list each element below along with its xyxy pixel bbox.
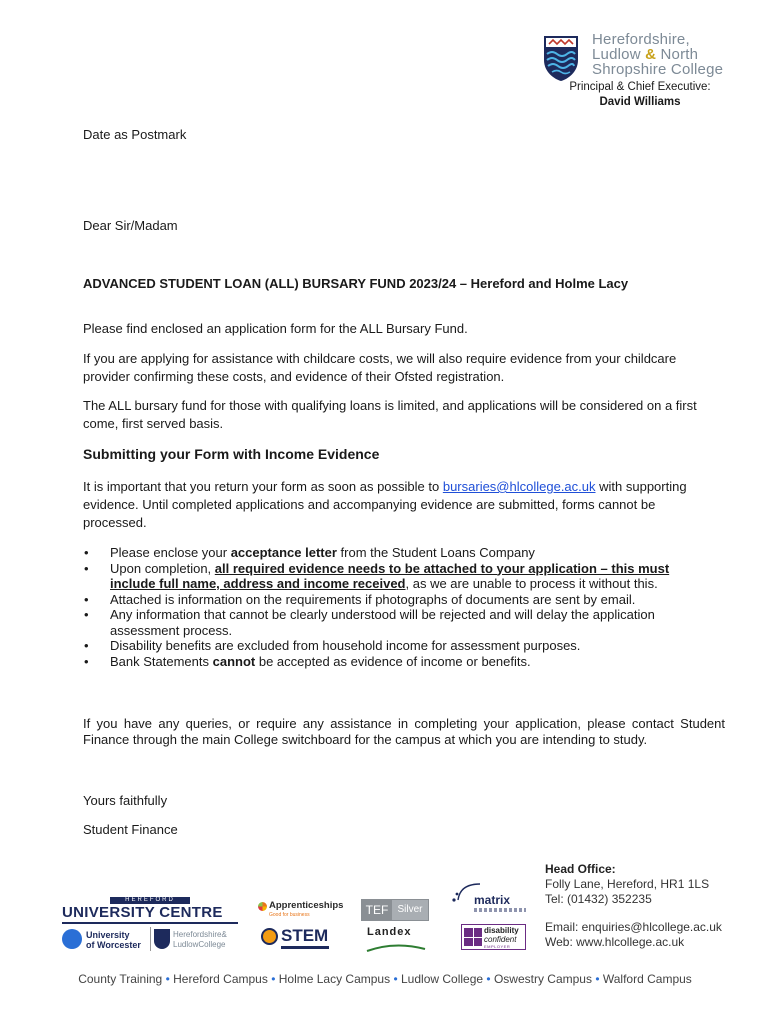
campus-item: Ludlow College bbox=[401, 972, 484, 986]
landex-swoosh-icon bbox=[365, 941, 427, 953]
list-item: • Any information that cannot be clearly understood will be rejected and will delay the application assessment process. bbox=[83, 607, 708, 638]
letter-date: Date as Postmark bbox=[83, 127, 187, 142]
uow-label: University of Worcester bbox=[86, 930, 141, 950]
head-office-tel: Tel: (01432) 352235 bbox=[545, 892, 652, 906]
globe-icon bbox=[62, 929, 82, 949]
list-item: • Upon completion, all required evidence needs to be attached to your application – this must include full name, address and income received, as we are unable to process it without this. bbox=[83, 561, 708, 592]
college-name-line1: Herefordshire, bbox=[592, 31, 690, 48]
campus-item: Hereford Campus bbox=[173, 972, 268, 986]
campus-item: Holme Lacy Campus bbox=[278, 972, 391, 986]
head-office-address: Folly Lane, Hereford, HR1 1LS bbox=[545, 877, 710, 891]
head-office-web[interactable]: Web: www.hlcollege.ac.uk bbox=[545, 935, 685, 949]
bursaries-email-link[interactable]: bursaries@hlcollege.ac.uk bbox=[442, 479, 596, 494]
acceptance-letter-emphasis: acceptance letter bbox=[230, 545, 337, 560]
signature: Student Finance bbox=[83, 822, 178, 837]
college-name-line2: Ludlow & North bbox=[592, 46, 699, 63]
closing: Yours faithfully bbox=[83, 793, 168, 808]
principal-block bbox=[540, 80, 740, 110]
cannot-emphasis: cannot bbox=[212, 653, 256, 669]
requirements-list bbox=[83, 545, 708, 669]
paragraph-1: Please find enclosed an application form for the ALL Bursary Fund. bbox=[83, 321, 468, 336]
college-name-line3: Shropshire College bbox=[592, 61, 724, 78]
paragraph-4-start: It is important that you return your form as soon as possible to bbox=[83, 479, 443, 494]
uc-title: UNIVERSITY CENTRE bbox=[62, 904, 223, 921]
campus-separator: • bbox=[486, 972, 491, 986]
head-office-title: Head Office: bbox=[545, 862, 616, 876]
evidence-requirement-emphasis: all required evidence needs to be attached to your application – this must include full name, address and income received bbox=[110, 560, 670, 591]
stem-label: STEM bbox=[281, 926, 329, 945]
disability-grid-icon bbox=[464, 928, 482, 946]
apprenticeships-icon bbox=[258, 902, 267, 911]
tef-landex-logos bbox=[361, 899, 429, 955]
ampersand: & bbox=[645, 46, 657, 63]
landex-label: Landex bbox=[367, 926, 412, 938]
matrix-label: matrix bbox=[474, 893, 511, 907]
disability-confident-badge: disability confident EMPLOYER bbox=[461, 924, 526, 950]
matrix-subtext bbox=[474, 908, 526, 912]
college-name bbox=[592, 32, 723, 77]
principal-name: David Williams bbox=[599, 96, 681, 108]
stem-underline bbox=[281, 946, 329, 949]
campus-item: County Training bbox=[78, 972, 163, 986]
campus-separator: • bbox=[595, 972, 600, 986]
tef-silver-badge: TEF Silver bbox=[361, 899, 429, 921]
campus-item: Oswestry Campus bbox=[493, 972, 592, 986]
uc-divider bbox=[62, 922, 238, 924]
apprenticeships-tagline: Good for business bbox=[269, 912, 310, 918]
university-centre-logo bbox=[62, 897, 238, 953]
matrix-disability-logos bbox=[450, 880, 530, 952]
paragraph-4-end: with supporting evidence. Until completed applications and accompanying evidence are submitted, forms cannot be processed. bbox=[83, 479, 687, 530]
head-office-email[interactable]: Email: enquiries@hlcollege.ac.uk bbox=[545, 920, 722, 934]
paragraph-3: The ALL bursary fund for those with qualifying loans is limited, and applications will be considered on a first come, first served basis. bbox=[83, 398, 697, 431]
college-crest-icon bbox=[542, 34, 580, 82]
paragraph-4 bbox=[83, 478, 693, 532]
campus-separator: • bbox=[393, 972, 398, 986]
mini-crest-icon bbox=[154, 929, 170, 949]
college-logo bbox=[540, 32, 740, 84]
campus-separator: • bbox=[271, 972, 276, 986]
list-item: • Please enclose your acceptance letter from the Student Loans Company bbox=[83, 545, 708, 561]
uc-hereford-banner: HEREFORD bbox=[110, 897, 190, 904]
section-heading: Submitting your Form with Income Evidence bbox=[83, 446, 380, 462]
paragraph-2: If you are applying for assistance with childcare costs, we will also require evidence from your childcare provider confirming these costs, and evidence of their Ofsted registration. bbox=[83, 351, 677, 384]
apprenticeships-logo bbox=[258, 900, 344, 952]
letter-title: ADVANCED STUDENT LOAN (ALL) BURSARY FUND 2023/24 – Hereford and Holme Lacy bbox=[83, 276, 629, 291]
hlnsc-label: Herefordshire& LudlowCollege bbox=[173, 930, 227, 949]
apprenticeships-label: Apprenticeships bbox=[269, 900, 344, 911]
campus-separator: • bbox=[165, 972, 170, 986]
campus-item: Walford Campus bbox=[602, 972, 692, 986]
list-item: • Bank Statements cannot be accepted as evidence of income or benefits. bbox=[83, 654, 708, 670]
uc-separator bbox=[150, 927, 151, 951]
principal-title: Principal & Chief Executive: bbox=[569, 81, 711, 93]
list-item: • Attached is information on the requirements if photographs of documents are sent by email. bbox=[83, 592, 708, 608]
list-item: • Disability benefits are excluded from household income for assessment purposes. bbox=[83, 638, 708, 654]
paragraph-5: If you have any queries, or require any assistance in completing your application, please contact Student Finance through the main College switchboard for the campus at which you are intending to study. bbox=[83, 716, 725, 747]
campus-list bbox=[0, 972, 770, 986]
salutation: Dear Sir/Madam bbox=[83, 218, 178, 233]
head-office-block bbox=[545, 862, 722, 950]
stem-icon bbox=[261, 928, 278, 945]
